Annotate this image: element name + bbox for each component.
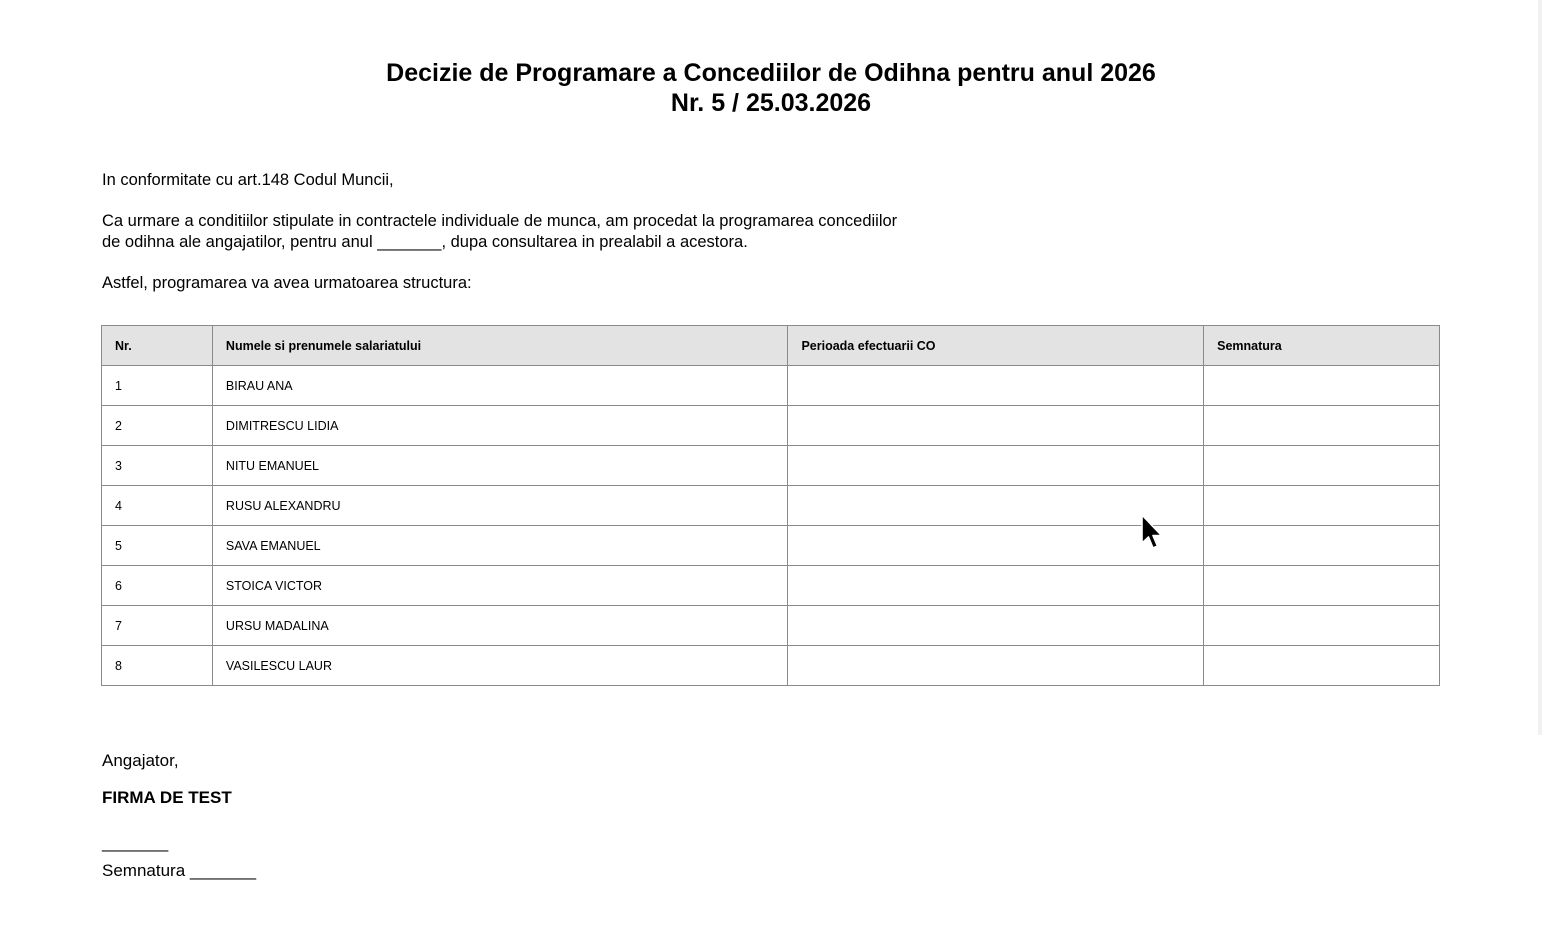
header-signature: Semnatura <box>1204 326 1440 366</box>
cell-period <box>788 446 1204 486</box>
cell-signature <box>1204 406 1440 446</box>
employer-label: Angajator, <box>102 751 179 770</box>
cell-nr: 8 <box>102 646 213 686</box>
table-row <box>102 526 1440 566</box>
cell-nr: 4 <box>102 486 213 526</box>
cell-signature <box>1204 646 1440 686</box>
intro-line-2: de odihna ale angajatilor, pentru anul _______, dupa consultarea in prealabil a acestora. <box>102 233 748 251</box>
cell-signature <box>1204 486 1440 526</box>
intro-line-1: Ca urmare a conditiilor stipulate in contractele individuale de munca, am procedat la programarea concediilor <box>102 212 898 230</box>
cell-employee-name: SAVA EMANUEL <box>212 526 788 566</box>
table-row <box>102 646 1440 686</box>
signature-label: Semnatura _______ <box>102 861 257 880</box>
vacation-schedule-table <box>101 325 1440 686</box>
cell-period <box>788 566 1204 606</box>
cell-period <box>788 406 1204 446</box>
cell-period <box>788 606 1204 646</box>
company-name: FIRMA DE TEST <box>102 788 232 807</box>
cell-signature <box>1204 606 1440 646</box>
cell-period <box>788 646 1204 686</box>
cell-nr: 6 <box>102 566 213 606</box>
cell-employee-name: BIRAU ANA <box>212 366 788 406</box>
table-row <box>102 566 1440 606</box>
cell-signature <box>1204 526 1440 566</box>
cell-employee-name: VASILESCU LAUR <box>212 646 788 686</box>
intro-paragraph <box>102 211 897 253</box>
legal-basis-text: In conformitate cu art.148 Codul Muncii, <box>102 171 394 189</box>
title-line-1: Decizie de Programare a Concediilor de Odihna pentru anul 2026 <box>386 59 1156 87</box>
table-row <box>102 406 1440 446</box>
header-period: Perioada efectuarii CO <box>788 326 1204 366</box>
table-row <box>102 366 1440 406</box>
table-row <box>102 446 1440 486</box>
table-row <box>102 606 1440 646</box>
cell-period <box>788 366 1204 406</box>
mouse-pointer-icon <box>1140 513 1164 553</box>
table-header-row <box>102 326 1440 366</box>
title-line-2: Nr. 5 / 25.03.2026 <box>670 89 872 117</box>
cell-nr: 7 <box>102 606 213 646</box>
cell-signature <box>1204 366 1440 406</box>
cell-employee-name: DIMITRESCU LIDIA <box>212 406 788 446</box>
cell-employee-name: RUSU ALEXANDRU <box>212 486 788 526</box>
structure-text: Astfel, programarea va avea urmatoarea structura: <box>102 274 472 292</box>
document-title <box>0 58 1542 118</box>
cell-signature <box>1204 566 1440 606</box>
cell-employee-name: STOICA VICTOR <box>212 566 788 606</box>
table-row <box>102 486 1440 526</box>
header-nr: Nr. <box>102 326 213 366</box>
cell-nr: 2 <box>102 406 213 446</box>
header-employee-name: Numele si prenumele salariatului <box>212 326 788 366</box>
cell-signature <box>1204 446 1440 486</box>
cell-nr: 1 <box>102 366 213 406</box>
cell-employee-name: URSU MADALINA <box>212 606 788 646</box>
scrollbar-track[interactable] <box>1538 0 1542 735</box>
signature-line: _______ <box>102 833 169 852</box>
cell-employee-name: NITU EMANUEL <box>212 446 788 486</box>
cell-nr: 3 <box>102 446 213 486</box>
cell-nr: 5 <box>102 526 213 566</box>
